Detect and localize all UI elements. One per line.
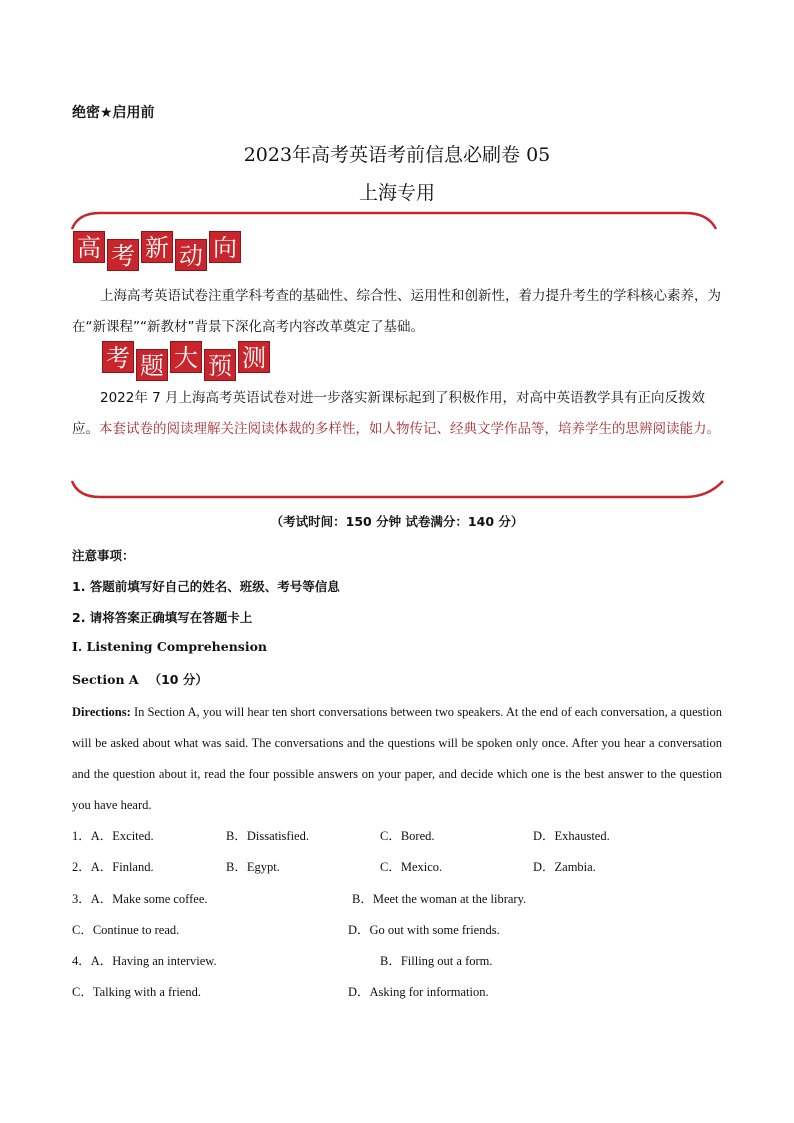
badge-exam-forecast xyxy=(102,341,270,381)
badge-char: 大 xyxy=(170,341,202,373)
q1-option-c: C．Bored. xyxy=(380,829,435,843)
q4-option-a: 4．A．Having an interview. xyxy=(72,954,217,968)
directions xyxy=(72,697,722,821)
q3-option-c: C．Continue to read. xyxy=(72,923,180,937)
badge-char: 测 xyxy=(238,341,270,373)
trend-paragraph: 上海高考英语试卷注重学科考查的基础性、综合性、运用性和创新性，着力提升考生的学科核心素养，为在“新课程”“新教材”背景下深化高考内容改革奠定了基础。 xyxy=(72,288,721,335)
badge-char: 向 xyxy=(209,231,241,263)
directions-label: Directions: xyxy=(72,705,131,719)
q1-option-d: D．Exhausted. xyxy=(533,829,610,843)
forecast-highlight: 本套试卷的阅读理解关注阅读体裁的多样性，如人物传记、经典文学作品等，培养学生的思辨阅读能力。 xyxy=(99,421,720,437)
badge-char: 新 xyxy=(141,231,173,263)
notes-heading: 注意事项： xyxy=(72,548,135,563)
page-title: 2023年高考英语考前信息必刷卷 05 xyxy=(243,144,551,166)
q1-option-b: B．Dissatisfied. xyxy=(226,829,309,843)
badge-char: 预 xyxy=(204,349,236,381)
notes-item: 1. 答题前填写好自己的姓名、班级、考号等信息 xyxy=(72,579,340,594)
forecast-text: 2022年 7 月上海高考英语试卷对进一步落实新课标起到了积极作用，对高中英语教学具有正向反拨效应。 xyxy=(72,390,706,437)
section-a-label: Section A xyxy=(72,672,139,687)
confidential-label: 绝密★启用前 xyxy=(72,105,155,121)
directions-text: In Section A, you will hear ten short conversations between two speakers. At the end of each conversation, a question will be asked about what was said. The conversations and the questions will be spoken only once. After you hear a conversation and the question about it, read the four possible answers on your paper, and decide which one is the best answer to the question you have heard. xyxy=(72,705,722,812)
exam-info: （考试时间：150 分钟 试卷满分：140 分） xyxy=(270,514,524,529)
q2-option-d: D．Zambia. xyxy=(533,860,596,874)
q4-option-b: B．Filling out a form. xyxy=(380,954,493,968)
badge-char: 动 xyxy=(175,239,207,271)
section-a-points: （10 分） xyxy=(148,672,208,687)
q1-option-a: 1．A．Excited. xyxy=(72,829,154,843)
section-a-heading xyxy=(72,670,208,688)
badge-gaokao-trends xyxy=(73,231,241,271)
q3-option-b: B．Meet the woman at the library. xyxy=(352,892,527,906)
badge-char: 考 xyxy=(107,239,139,271)
badge-char: 高 xyxy=(73,231,105,263)
badge-char: 考 xyxy=(102,341,134,373)
q4-option-d: D．Asking for information. xyxy=(348,985,489,999)
forecast-paragraph xyxy=(72,383,722,445)
q3-option-d: D．Go out with some friends. xyxy=(348,923,500,937)
q2-option-b: B．Egypt. xyxy=(226,860,280,874)
q3-option-a: 3．A．Make some coffee. xyxy=(72,892,208,906)
q2-option-a: 2．A．Finland. xyxy=(72,860,154,874)
badge-char: 题 xyxy=(136,349,168,381)
section-title: I. Listening Comprehension xyxy=(72,639,268,654)
page-subtitle: 上海专用 xyxy=(358,182,435,204)
q4-option-c: C．Talking with a friend. xyxy=(72,985,201,999)
q2-option-c: C．Mexico. xyxy=(380,860,443,874)
notes-item: 2. 请将答案正确填写在答题卡上 xyxy=(72,610,253,625)
